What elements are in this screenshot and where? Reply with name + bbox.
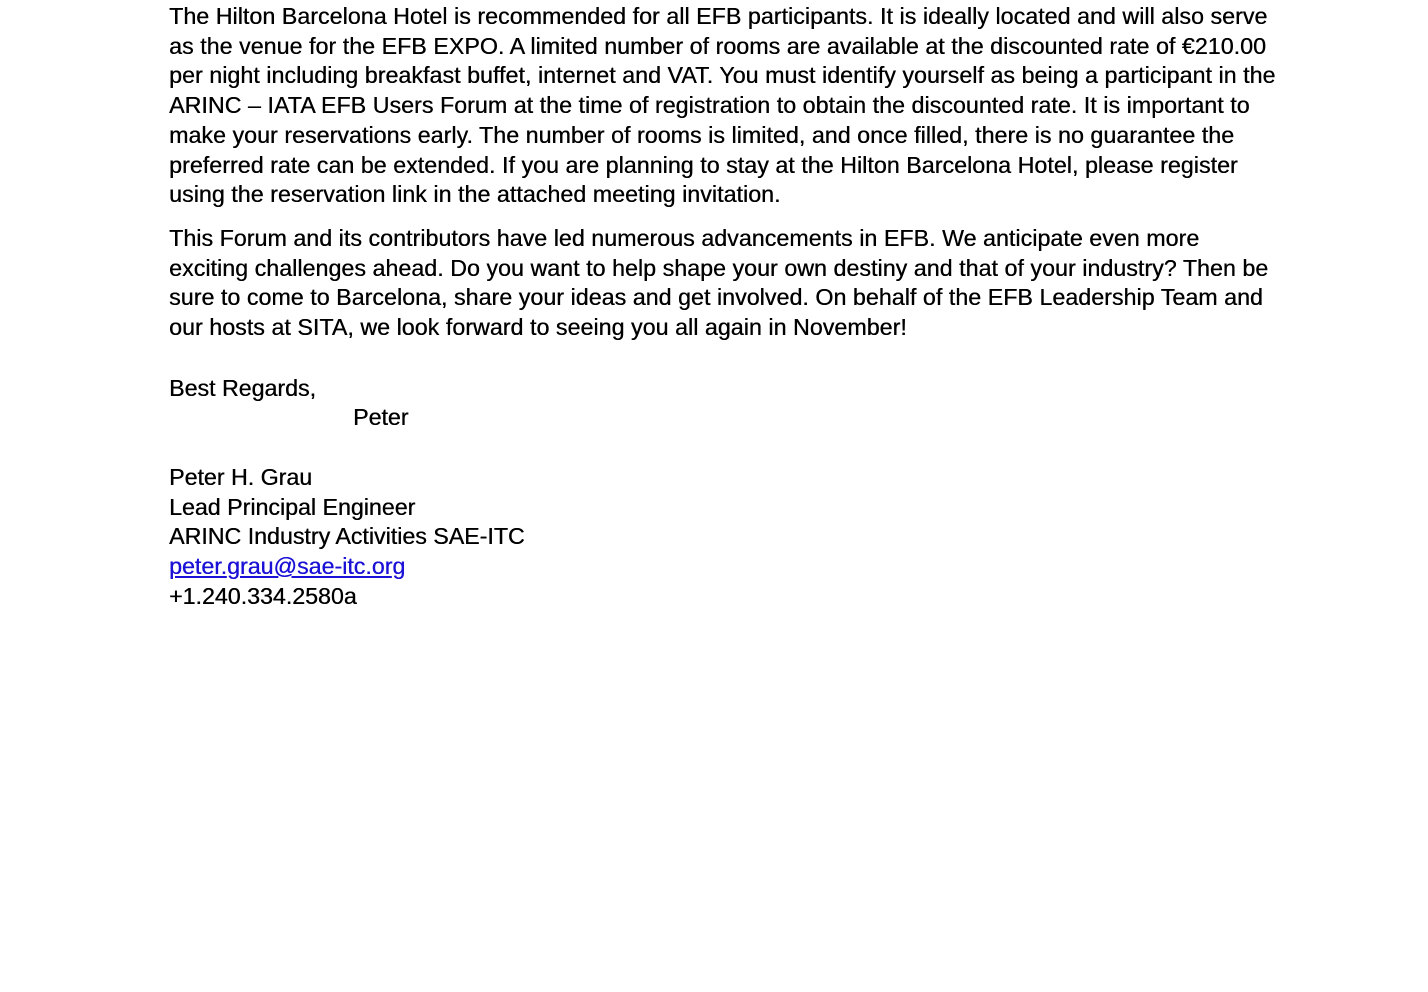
signature-phone: +1.240.334.2580a xyxy=(169,582,357,609)
forum-paragraph: This Forum and its contributors have led numerous advancements in EFB. We anticipate even more exciting challenges ahead. Do you want to help shape your own destiny and that of your industry? Then be sure to come to Barcelona, share your ideas and get involved. On behalf of the EFB Leadership Team and our hosts at SITA, we look forward to seeing you all again in November! xyxy=(169,224,1269,341)
closing-block xyxy=(169,374,1279,433)
signature-block xyxy=(169,463,1279,612)
letter-body xyxy=(169,2,1279,611)
signature-organization: ARINC Industry Activities SAE-ITC xyxy=(169,523,525,550)
signature-name: Peter H. Grau xyxy=(169,463,313,490)
salutation: Best Regards, xyxy=(169,374,316,401)
hotel-paragraph: The Hilton Barcelona Hotel is recommended for all EFB participants. It is ideally located and will also serve as the venue for the EFB EXPO. A limited number of rooms are available at the discounted rate of €210.00 per night including breakfast buffet, internet and VAT. You must identify yourself as being a participant in the ARINC – IATA EFB Users Forum at the time of registration to obtain the discounted rate. It is important to make your reservations early. The number of rooms is limited, and once filled, there is no guarantee the preferred rate can be extended. If you are planning to stay at the Hilton Barcelona Hotel, please register using the reservation link in the attached meeting invitation. xyxy=(169,3,1276,208)
signoff-first-name: Peter xyxy=(353,404,409,431)
email-link[interactable]: peter.grau@sae-itc.org xyxy=(169,552,406,579)
signature-title: Lead Principal Engineer xyxy=(169,493,416,520)
